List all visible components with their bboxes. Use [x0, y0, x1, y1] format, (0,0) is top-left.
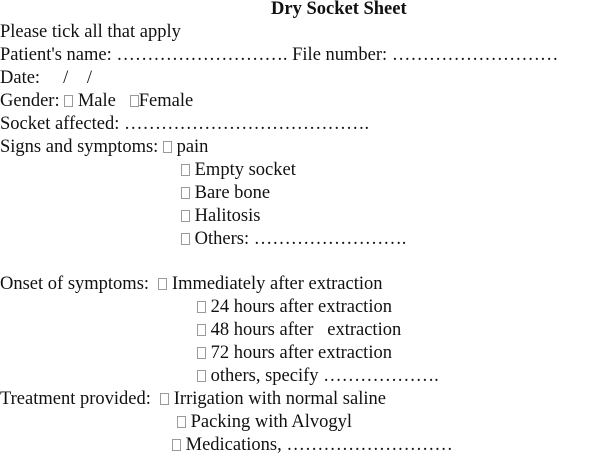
socket-affected-row	[0, 113, 369, 136]
option-irrigation: Irrigation with normal saline	[173, 389, 386, 409]
checkbox-pain[interactable]	[163, 141, 172, 153]
option-others: Others: …………………….	[194, 229, 407, 249]
date-field[interactable]: Date: / /	[0, 68, 92, 88]
checkbox-male[interactable]	[64, 95, 73, 107]
checkbox-onset-others[interactable]	[197, 370, 206, 382]
treatment-label: Treatment provided:	[0, 389, 161, 409]
checkbox-packing[interactable]	[177, 416, 186, 428]
instruction: Please tick all that apply	[0, 22, 181, 42]
onset-row	[0, 273, 383, 296]
file-number-field[interactable]: ………………………	[391, 45, 559, 65]
onset-row	[197, 342, 392, 365]
option-48h: 48 hours after extraction	[210, 320, 402, 340]
treatment-row	[172, 434, 453, 457]
checkbox-immediately[interactable]	[158, 278, 167, 290]
option-pain: pain	[176, 137, 209, 157]
option-empty-socket: Empty socket	[194, 160, 296, 180]
onset-row	[197, 319, 401, 342]
onset-label: Onset of symptoms:	[0, 274, 159, 294]
patient-name-label: Patient's name:	[0, 45, 117, 65]
checkbox-72h[interactable]	[197, 347, 206, 359]
patient-name-field[interactable]: ……………………….	[116, 45, 288, 65]
file-number-label: File number:	[287, 45, 392, 65]
signs-row	[181, 159, 296, 182]
gender-row	[0, 90, 193, 113]
signs-row	[181, 182, 270, 205]
treatment-row	[0, 388, 386, 411]
onset-row	[197, 365, 439, 388]
signs-row	[181, 205, 260, 228]
checkbox-others[interactable]	[181, 233, 190, 245]
option-male: Male	[77, 91, 116, 111]
option-24h: 24 hours after extraction	[210, 297, 392, 317]
gender-label: Gender:	[0, 91, 65, 111]
signs-label: Signs and symptoms:	[0, 137, 163, 157]
option-bare-bone: Bare bone	[194, 183, 271, 203]
page-title: Dry Socket Sheet	[271, 0, 407, 19]
checkbox-medications[interactable]	[172, 439, 181, 451]
treatment-row	[177, 411, 352, 434]
socket-affected-field[interactable]: ………………………………….	[123, 114, 370, 134]
signs-row	[181, 228, 406, 251]
option-female: Female	[138, 91, 194, 111]
option-72h: 72 hours after extraction	[210, 343, 392, 363]
patient-name-row	[0, 44, 558, 67]
option-onset-others: others, specify ……………….	[210, 366, 439, 386]
checkbox-24h[interactable]	[197, 301, 206, 313]
option-immediately: Immediately after extraction	[171, 274, 383, 294]
option-packing: Packing with Alvogyl	[190, 412, 352, 432]
checkbox-48h[interactable]	[197, 324, 206, 336]
checkbox-bare-bone[interactable]	[181, 187, 190, 199]
signs-row	[0, 136, 208, 159]
checkbox-halitosis[interactable]	[181, 210, 190, 222]
option-halitosis: Halitosis	[194, 206, 261, 226]
checkbox-female[interactable]	[130, 95, 139, 107]
socket-affected-label: Socket affected:	[0, 114, 124, 134]
checkbox-irrigation[interactable]	[160, 393, 169, 405]
option-medications: Medications, ………………………	[185, 435, 453, 455]
onset-row	[197, 296, 392, 319]
checkbox-empty-socket[interactable]	[181, 164, 190, 176]
